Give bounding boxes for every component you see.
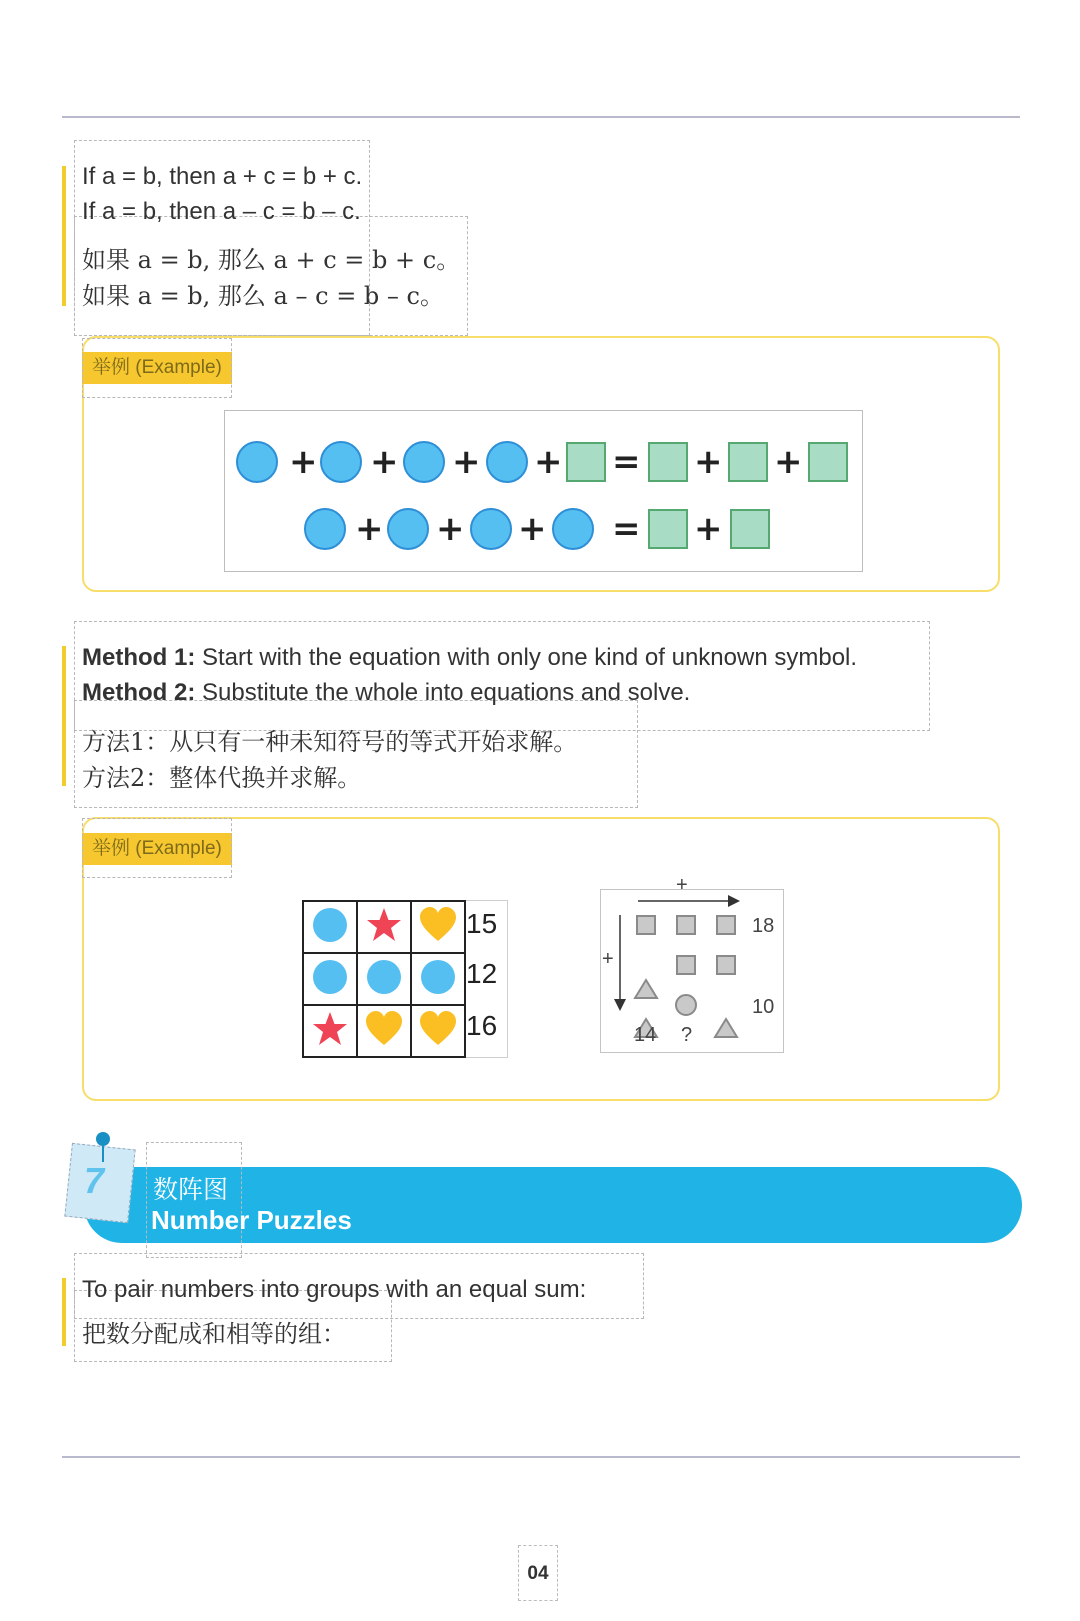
methods-quote-bar: [62, 646, 66, 786]
eq2-equals: =: [612, 509, 641, 549]
red-star-icon: [364, 905, 404, 945]
grid-cell: [357, 901, 411, 953]
blue-circle-icon: [403, 441, 445, 483]
grid-cell: [411, 901, 465, 953]
blue-circle-icon: [552, 508, 594, 550]
puzzle-side-plus: +: [602, 948, 614, 970]
grid-cell: [303, 1005, 357, 1057]
grid-sum-2: 12: [466, 958, 498, 989]
rule-en-2: If a = b, then a – c = b – c.: [82, 198, 361, 225]
blue-circle-icon: [310, 905, 350, 945]
method-zh-2: 方法2：整体代换并求解。: [82, 764, 362, 792]
red-star-icon: [310, 1009, 350, 1049]
grid-cell: [357, 1005, 411, 1057]
pairing-quote-bar: [62, 1278, 66, 1346]
method-1: [82, 644, 857, 672]
grey-triangle-icon: [635, 980, 657, 998]
grey-circle-icon: [675, 994, 697, 1016]
section-title-zh: 数阵图: [153, 1175, 229, 1204]
blue-circle-icon: [304, 508, 346, 550]
example-2-tag-dash: [82, 818, 232, 878]
eq1-op-3: +: [452, 442, 481, 482]
grid-cell: [303, 901, 357, 953]
yellow-heart-icon: [364, 1009, 404, 1049]
method-2: [82, 679, 690, 707]
method-2-text: Substitute the whole into equations and solve.: [195, 679, 691, 706]
eq2-op-2: +: [436, 509, 465, 549]
yellow-heart-icon: [418, 1009, 458, 1049]
eq1-op-2: +: [370, 442, 399, 482]
example-1-tag-dash: [82, 338, 232, 398]
pin-icon: [93, 1130, 113, 1164]
blue-circle-icon: [486, 441, 528, 483]
arrow-right-icon: [728, 895, 740, 907]
puzzle-col-sum-1: 14: [634, 1024, 657, 1046]
eq1-op-6: +: [694, 442, 723, 482]
rules-quote-bar: [62, 166, 66, 306]
eq1-op-1: +: [289, 442, 318, 482]
green-square-icon: [648, 509, 688, 549]
blue-circle-icon: [320, 441, 362, 483]
green-square-icon: [808, 442, 848, 482]
green-square-icon: [728, 442, 768, 482]
grid-sum-1: 15: [466, 908, 498, 939]
example-1-tag: 举例 (Example): [82, 352, 232, 384]
blue-circle-icon: [387, 508, 429, 550]
page-number: 04: [518, 1545, 558, 1601]
blue-circle-icon: [418, 957, 458, 997]
eq2-op-5: +: [694, 509, 723, 549]
eq1-op-7: +: [774, 442, 803, 482]
eq1-equals: =: [612, 442, 641, 482]
section-number: 7: [84, 1160, 105, 1201]
blue-circle-icon: [364, 957, 404, 997]
top-rule: [62, 116, 1020, 118]
grey-square-icon: [636, 915, 656, 935]
blue-circle-icon: [310, 957, 350, 997]
method-1-text: Start with the equation with only one kind of unknown symbol.: [195, 644, 858, 671]
blue-circle-icon: [236, 441, 278, 483]
eq2-op-3: +: [518, 509, 547, 549]
blue-circle-icon: [470, 508, 512, 550]
method-1-label: Method 1:: [82, 644, 196, 671]
puzzle-row-sum-3: 10: [752, 996, 775, 1018]
puzzle-top-plus: +: [676, 874, 688, 896]
rule-zh-2: 如果 a = b, 那么 a – c = b – c。: [82, 282, 444, 310]
symbol-grid: [302, 900, 466, 1058]
eq1-op-4: +: [534, 442, 563, 482]
method-2-label: Method 2:: [82, 679, 196, 706]
grid-cell: [411, 1005, 465, 1057]
grid-cell: [303, 953, 357, 1005]
rule-zh-1: 如果 a = b, 那么 a + c = b + c。: [82, 246, 461, 274]
section-title-en: Number Puzzles: [151, 1205, 352, 1235]
method-zh-1: 方法1：从只有一种未知符号的等式开始求解。: [82, 728, 578, 756]
rule-en-1: If a = b, then a + c = b + c.: [82, 163, 363, 190]
puzzle-col-sum-2: ?: [681, 1024, 693, 1046]
eq2-op-1: +: [355, 509, 384, 549]
example-2-tag: 举例 (Example): [82, 833, 232, 865]
pairing-zh: 把数分配成和相等的组：: [82, 1320, 346, 1348]
puzzle-row-sum-1: 18: [752, 915, 775, 937]
pairing-en: To pair numbers into groups with an equal sum:: [82, 1276, 587, 1303]
grey-square-icon: [676, 915, 696, 935]
green-square-icon: [648, 442, 688, 482]
arrow-down-icon: [614, 999, 626, 1011]
grid-cell: [411, 953, 465, 1005]
bottom-rule: [62, 1456, 1020, 1458]
grid-sum-3: 16: [466, 1010, 498, 1041]
grid-cell: [357, 953, 411, 1005]
grey-square-icon: [716, 915, 736, 935]
yellow-heart-icon: [418, 905, 458, 945]
grey-square-icon: [676, 955, 696, 975]
green-square-icon: [566, 442, 606, 482]
grey-square-icon: [716, 955, 736, 975]
grey-triangle-icon: [715, 1019, 737, 1037]
green-square-icon: [730, 509, 770, 549]
